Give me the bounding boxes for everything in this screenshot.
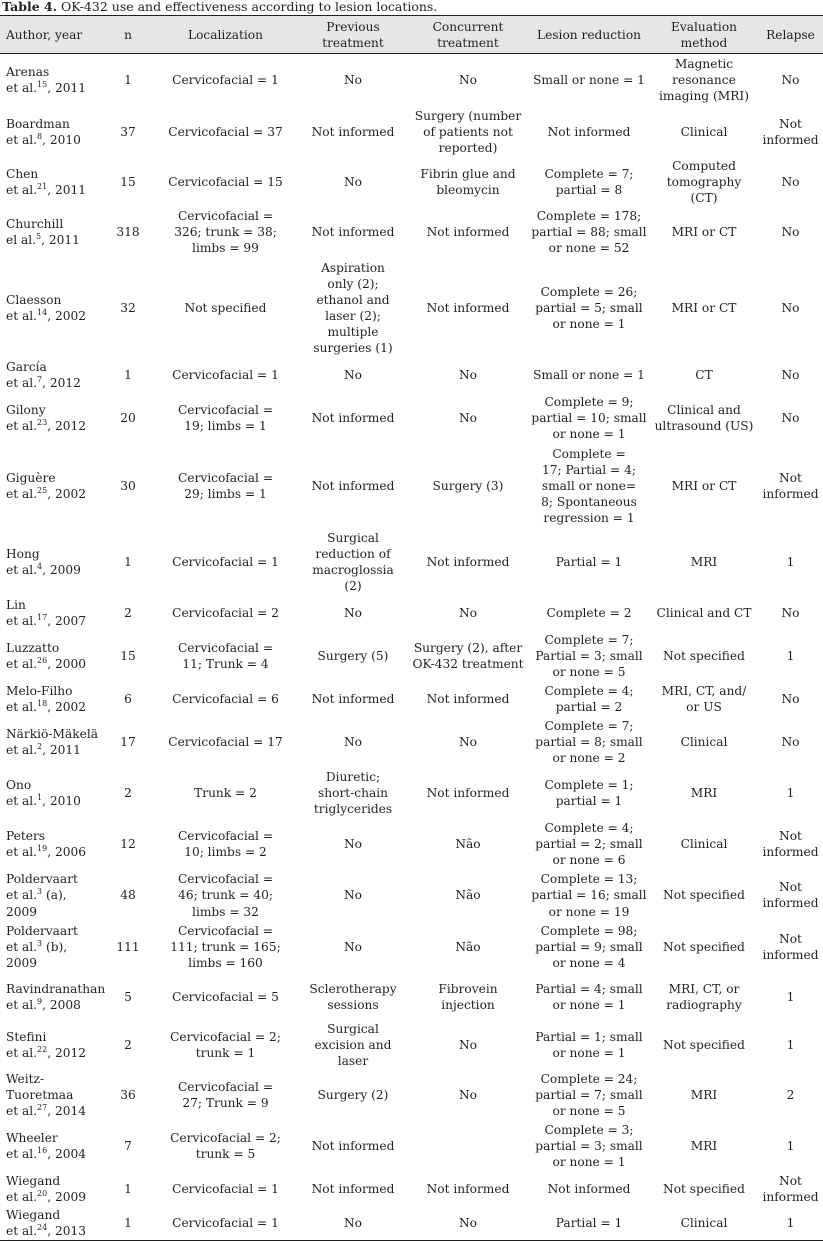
cell-localization: Cervicofacial = 10; limbs = 2 [177, 828, 274, 859]
cell-author [0, 768, 103, 818]
table-row [0, 768, 823, 818]
reference-number: 27 [37, 1102, 48, 1112]
cell-lesion-reduction: Partial = 1 [555, 554, 623, 569]
cell-relapse: 1 [786, 1139, 795, 1154]
publication-year: , 2009 [47, 1190, 86, 1205]
reference-number: 20 [37, 1189, 48, 1199]
publication-year: , 2014 [47, 1103, 86, 1118]
table-row [0, 1120, 823, 1172]
cell-author [0, 716, 103, 768]
reference-number: 18 [37, 698, 48, 708]
header-evaluation-method: Evaluation method [650, 16, 758, 54]
author-name: Luzzatto et al. [6, 640, 60, 671]
cell-localization: Cervicofacial = 46; trunk = 40; limbs = 32 [177, 872, 274, 919]
table-body [0, 54, 823, 1241]
reference-number: 21 [37, 181, 48, 191]
cell-evaluation-method: Not specified [663, 1182, 745, 1197]
cell-n: 17 [120, 734, 136, 749]
cell-n: 1 [124, 72, 132, 87]
author-name: Melo-Filho et al. [6, 683, 73, 714]
cell-n: 1 [103, 1206, 153, 1240]
publication-year: (a), 2009 [6, 888, 67, 919]
cell-author [0, 528, 103, 596]
cell-evaluation-method: MRI or CT [671, 300, 737, 315]
publication-year: , 2002 [47, 486, 86, 501]
reference-number: 7 [37, 374, 43, 384]
cell-previous-treatment: No [343, 367, 362, 382]
cell-author [0, 158, 103, 206]
cell-localization: Cervicofacial = 1 [172, 554, 279, 569]
table-row [0, 973, 823, 1021]
reference-number: 24 [37, 1222, 48, 1232]
cell-localization: Cervicofacial = 111; trunk = 165; limbs = 160 [170, 923, 281, 971]
cell-localization: Cervicofacial = 2; trunk = 5 [170, 1131, 281, 1162]
author-name: Giguère et al. [6, 470, 56, 501]
cell-localization: Cervicofacial = 326; trunk = 38; limbs = 99 [174, 208, 277, 256]
cell-relapse: 2 [786, 1087, 795, 1102]
cell-concurrent-treatment: No [458, 605, 477, 620]
cell-lesion-reduction: Complete = 24; partial = 7; small or none = 5 [535, 1071, 643, 1118]
cell-localization: Cervicofacial = 5 [172, 989, 279, 1004]
reference-number: 5 [36, 231, 42, 241]
cell-localization: Cervicofacial = 1 [172, 72, 279, 87]
cell-previous-treatment: Aspiration only (2); ethanol and laser (2); multiple surgeries (1) [313, 260, 393, 356]
cell-lesion-reduction: Complete = 4; partial = 2; small or none = 6 [535, 820, 643, 868]
cell-relapse: No [781, 300, 800, 315]
cell-lesion-reduction: Partial = 4; small or none = 1 [535, 981, 643, 1012]
cell-author [0, 358, 103, 392]
cell-relapse: Not informed [762, 470, 819, 501]
cell-author [0, 444, 103, 528]
cell-relapse: No [781, 691, 800, 706]
cell-localization: Trunk = 2 [194, 785, 257, 800]
reference-number: 15 [37, 79, 48, 89]
cell-author [0, 682, 103, 716]
header-n: n [103, 16, 153, 54]
header-concurrent-treatment: Concurrent treatment [408, 16, 528, 54]
header-localization: Localization [153, 16, 298, 54]
cell-previous-treatment: No [343, 888, 362, 903]
table-row [0, 54, 823, 106]
cell-n: 318 [116, 224, 140, 239]
table-row [0, 258, 823, 358]
reference-number: 2 [37, 741, 43, 751]
cell-relapse: No [781, 734, 800, 749]
publication-year: , 2011 [41, 232, 80, 247]
cell-localization: Cervicofacial = 37 [168, 124, 283, 139]
cell-evaluation-method: MRI [690, 785, 718, 800]
cell-evaluation-method: Clinical [680, 836, 728, 851]
cell-author [0, 596, 103, 630]
cell-previous-treatment: Not informed [311, 1182, 395, 1197]
cell-lesion-reduction: Partial = 1 [528, 1206, 650, 1240]
cell-evaluation-method: Not specified [663, 888, 745, 903]
cell-relapse: 1 [786, 1038, 795, 1053]
cell-localization: Cervicofacial = 1 [153, 1206, 298, 1240]
cell-lesion-reduction: Complete = 178; partial = 88; small or none = 52 [531, 208, 647, 256]
cell-lesion-reduction: Small or none = 1 [533, 367, 645, 382]
cell-previous-treatment: Diuretic; short-chain triglycerides [313, 769, 393, 817]
cell-evaluation-method: MRI or CT [671, 224, 737, 239]
cell-evaluation-method: Clinical [680, 124, 728, 139]
author-name: Stefini et al. [6, 1030, 47, 1061]
cell-concurrent-treatment: Não [455, 888, 481, 903]
cell-previous-treatment: No [343, 605, 362, 620]
cell-localization: Cervicofacial = 1 [172, 367, 279, 382]
reference-number: 17 [37, 612, 48, 622]
reference-number: 8 [37, 131, 43, 141]
cell-author [0, 630, 103, 682]
cell-evaluation-method: MRI, CT, or radiography [666, 981, 742, 1012]
cell-relapse: No [781, 174, 800, 189]
publication-year: , 2002 [47, 308, 86, 323]
author-name: Weitz- Tuoretmaa et al. [6, 1071, 74, 1118]
cell-lesion-reduction: Complete = 13; partial = 16; small or none = 19 [531, 872, 647, 919]
cell-author [0, 206, 103, 258]
author-name: Poldervaart et al. [6, 923, 78, 954]
cell-author [0, 1021, 103, 1069]
table-caption-label: Table 4. [2, 0, 58, 14]
cell-evaluation-method: MRI [690, 1139, 718, 1154]
cell-previous-treatment: Sclerotherapy sessions [309, 981, 397, 1012]
cell-concurrent-treatment: Not informed [426, 1182, 510, 1197]
cell-previous-treatment: No [343, 734, 362, 749]
cell-concurrent-treatment: Surgery (number of patients not reported) [414, 108, 522, 155]
cell-lesion-reduction: Complete = 17; Partial = 4; small or none= 8; Spontaneous regression = 1 [541, 446, 637, 526]
publication-year: , 2012 [47, 1046, 86, 1061]
publication-year: , 2010 [42, 793, 81, 808]
cell-concurrent-treatment: Not informed [426, 300, 510, 315]
cell-localization: Cervicofacial = 2; trunk = 1 [170, 1030, 281, 1061]
cell-author [0, 1172, 103, 1206]
table-row [0, 818, 823, 870]
cell-lesion-reduction: Complete = 4; partial = 2 [544, 683, 634, 714]
cell-relapse: Not informed [762, 931, 819, 962]
author-name: Hong et al. [6, 546, 40, 577]
cell-localization: Cervicofacial = 11; Trunk = 4 [177, 640, 274, 671]
cell-n: 30 [120, 478, 136, 493]
publication-year: , 2011 [42, 742, 81, 757]
cell-previous-treatment: Not informed [311, 124, 395, 139]
table-row [0, 630, 823, 682]
results-table [0, 15, 823, 1241]
cell-n: 1 [124, 1182, 132, 1197]
cell-concurrent-treatment: Not informed [426, 224, 510, 239]
cell-n: 32 [120, 300, 136, 315]
table-row [0, 1206, 823, 1240]
author-name: García et al. [6, 359, 47, 390]
table-row [0, 358, 823, 392]
cell-previous-treatment: No [343, 174, 362, 189]
cell-n: 20 [120, 410, 136, 425]
publication-year: , 2010 [42, 132, 81, 147]
cell-author [0, 921, 103, 973]
table-row [0, 1172, 823, 1206]
cell-previous-treatment: Surgery (5) [317, 648, 389, 663]
table-caption-text: OK-432 use and effectiveness according to lesion locations. [57, 0, 438, 14]
cell-localization: Not specified [184, 300, 267, 315]
cell-lesion-reduction: Complete = 7; partial = 8; small or none = 2 [535, 718, 643, 766]
table-row [0, 106, 823, 158]
author-name: Wiegand et al. [6, 1174, 61, 1205]
cell-n: 7 [124, 1139, 132, 1154]
cell-n: 36 [120, 1087, 136, 1102]
cell-relapse: No [781, 605, 800, 620]
publication-year: , 2008 [42, 997, 81, 1012]
cell-concurrent-treatment: Não [455, 939, 481, 954]
cell-evaluation-method: Not specified [663, 1038, 745, 1053]
cell-relapse: No [781, 367, 800, 382]
reference-number: 16 [37, 1146, 48, 1156]
cell-lesion-reduction: Complete = 98; partial = 9; small or none = 4 [535, 923, 643, 971]
cell-relapse: No [781, 410, 800, 425]
cell-evaluation-method: Not specified [663, 939, 745, 954]
cell-author [0, 392, 103, 444]
cell-n: 1 [124, 554, 132, 569]
author-name: Närkiö-Mäkelä et al. [6, 726, 99, 757]
cell-localization: Cervicofacial = 19; limbs = 1 [177, 402, 274, 433]
cell-relapse: 1 [786, 554, 795, 569]
cell-concurrent-treatment: No [458, 1087, 477, 1102]
cell-concurrent-treatment: Surgery (3) [432, 478, 504, 493]
cell-lesion-reduction: Complete = 9; partial = 10; small or none = 1 [531, 394, 647, 442]
table-row [0, 921, 823, 973]
cell-previous-treatment: No [298, 1206, 408, 1240]
cell-previous-treatment: Surgical excision and laser [314, 1021, 392, 1069]
author-name: Gilony et al. [6, 402, 46, 433]
cell-n: 1 [124, 367, 132, 382]
cell-evaluation-method: Clinical and ultrasound (US) [654, 402, 754, 433]
cell-localization: Cervicofacial = 17 [168, 734, 283, 749]
publication-year: , 2004 [47, 1147, 86, 1162]
cell-relapse: Not informed [762, 880, 819, 911]
cell-lesion-reduction: Complete = 7; Partial = 3; small or none = 5 [535, 632, 643, 680]
publication-year: , 2011 [47, 182, 86, 197]
cell-localization: Cervicofacial = 2 [172, 605, 279, 620]
cell-concurrent-treatment: No [458, 72, 477, 87]
cell-author [0, 870, 103, 921]
cell-n: 15 [120, 648, 136, 663]
cell-relapse: 1 [758, 1206, 823, 1240]
cell-previous-treatment: Not informed [311, 224, 395, 239]
table-row [0, 1069, 823, 1120]
cell-n: 37 [120, 124, 136, 139]
reference-number: 19 [37, 843, 48, 853]
cell-lesion-reduction: Small or none = 1 [533, 72, 645, 87]
cell-previous-treatment: No [343, 836, 362, 851]
cell-concurrent-treatment: Surgery (2), after OK-432 treatment [412, 640, 524, 671]
cell-author [0, 1120, 103, 1172]
cell-relapse: 1 [786, 648, 795, 663]
cell-lesion-reduction: Complete = 26; partial = 5; small or none = 1 [535, 284, 643, 332]
cell-lesion-reduction: Complete = 1; partial = 1 [544, 777, 634, 808]
cell-n: 2 [124, 1038, 132, 1053]
cell-author [0, 818, 103, 870]
cell-concurrent-treatment: No [458, 1038, 477, 1053]
table-row [0, 1021, 823, 1069]
cell-lesion-reduction: Complete = 3; partial = 3; small or none = 1 [535, 1123, 643, 1170]
cell-n: 12 [120, 836, 136, 851]
cell-relapse: No [781, 224, 800, 239]
cell-concurrent-treatment: Not informed [426, 554, 510, 569]
cell-relapse: Not informed [762, 116, 819, 147]
author-name: Wheeler et al. [6, 1131, 58, 1162]
cell-n: 5 [124, 989, 132, 1004]
cell-evaluation-method: Magnetic resonance imaging (MRI) [659, 56, 749, 103]
cell-previous-treatment: Not informed [311, 410, 395, 425]
cell-previous-treatment: Not informed [311, 1139, 395, 1154]
header-author-year: Author, year [0, 16, 103, 54]
cell-concurrent-treatment: Not informed [426, 691, 510, 706]
cell-n: 15 [120, 174, 136, 189]
cell-localization: Cervicofacial = 1 [172, 1182, 279, 1197]
cell-author [0, 258, 103, 358]
cell-evaluation-method: CT [695, 367, 713, 382]
publication-year: (b), 2009 [6, 939, 68, 971]
author-name: Ravindranathan et al. [6, 981, 106, 1012]
cell-evaluation-method: Computed tomography (CT) [666, 158, 742, 205]
cell-author [0, 973, 106, 1021]
cell-previous-treatment: No [343, 72, 362, 87]
reference-number: 3 [37, 887, 43, 897]
cell-concurrent-treatment: No [458, 734, 477, 749]
publication-year: , 2002 [47, 699, 86, 714]
cell-previous-treatment: Not informed [311, 478, 395, 493]
cell-previous-treatment: Not informed [311, 691, 395, 706]
cell-evaluation-method: MRI, CT, and/ or US [661, 683, 747, 714]
cell-concurrent-treatment: Não [455, 836, 481, 851]
reference-number: 3 [37, 938, 43, 948]
publication-year: , 2007 [47, 613, 86, 628]
table-row [0, 206, 823, 258]
cell-previous-treatment: No [343, 939, 362, 954]
reference-number: 25 [37, 485, 48, 495]
table-row [0, 392, 823, 444]
cell-evaluation-method: MRI or CT [671, 478, 737, 493]
header-previous-treatment: Previous treatment [298, 16, 408, 54]
cell-evaluation-method: Clinical and CT [656, 605, 752, 620]
author-name: Churchill el al. [6, 216, 64, 247]
author-name: Boardman et al. [6, 116, 70, 147]
cell-concurrent-treatment: No [458, 410, 477, 425]
author-name: Arenas et al. [6, 64, 50, 95]
author-name: Lin et al. [6, 597, 38, 628]
cell-concurrent-treatment: No [458, 367, 477, 382]
cell-concurrent-treatment: Not informed [426, 785, 510, 800]
cell-n: 111 [116, 939, 140, 954]
publication-year: , 2013 [47, 1224, 86, 1238]
cell-relapse: No [781, 72, 800, 87]
cell-localization: Cervicofacial = 27; Trunk = 9 [177, 1079, 274, 1110]
cell-localization: Cervicofacial = 6 [172, 691, 279, 706]
cell-relapse: Not informed [762, 1174, 819, 1205]
cell-evaluation-method: Clinical [650, 1206, 758, 1240]
header-relapse: Relapse [758, 16, 823, 54]
cell-lesion-reduction: Partial = 1; small or none = 1 [535, 1030, 643, 1061]
cell-author [0, 1069, 103, 1120]
table-row [0, 444, 823, 528]
cell-relapse: 1 [786, 989, 795, 1004]
table-row [0, 528, 823, 596]
cell-evaluation-method: MRI [690, 1087, 718, 1102]
cell-previous-treatment: Surgical reduction of macroglossia (2) [312, 530, 394, 594]
reference-number: 9 [37, 996, 43, 1006]
cell-author [0, 54, 103, 106]
cell-localization: Cervicofacial = 29; limbs = 1 [177, 470, 274, 501]
cell-localization: Cervicofacial = 15 [168, 174, 283, 189]
table-row [0, 158, 823, 206]
cell-author [0, 1206, 103, 1240]
cell-evaluation-method: Not specified [663, 648, 745, 663]
cell-relapse: 1 [786, 785, 795, 800]
table-row [0, 870, 823, 921]
cell-author [0, 106, 103, 158]
cell-n: 48 [120, 888, 136, 903]
cell-evaluation-method: Clinical [680, 734, 728, 749]
cell-n: 6 [124, 691, 132, 706]
table-header-row [0, 16, 823, 54]
reference-number: 26 [37, 655, 48, 665]
author-name: Chen et al. [6, 166, 39, 197]
cell-evaluation-method: MRI [690, 554, 718, 569]
publication-year: , 2011 [47, 80, 86, 95]
reference-number: 1 [37, 792, 43, 802]
table-caption [2, 0, 437, 14]
cell-lesion-reduction: Complete = 7; partial = 8 [544, 166, 634, 197]
cell-n: 2 [124, 605, 132, 620]
cell-lesion-reduction: Not informed [547, 124, 631, 139]
author-name: Poldervaart et al. [6, 872, 78, 903]
cell-previous-treatment: Surgery (2) [317, 1087, 389, 1102]
reference-number: 14 [37, 307, 48, 317]
author-name: Claesson et al. [6, 292, 62, 323]
table-row [0, 596, 823, 630]
publication-year: , 2012 [42, 375, 81, 390]
cell-concurrent-treatment [408, 1120, 528, 1172]
cell-concurrent-treatment: No [408, 1206, 528, 1240]
publication-year: , 2000 [47, 656, 86, 671]
publication-year: , 2009 [42, 562, 81, 577]
header-lesion-reduction: Lesion reduction [528, 16, 650, 54]
cell-n: 2 [124, 785, 132, 800]
reference-number: 23 [37, 417, 48, 427]
cell-relapse: Not informed [762, 828, 819, 859]
table-row [0, 682, 823, 716]
cell-lesion-reduction: Not informed [547, 1182, 631, 1197]
cell-concurrent-treatment: Fibrin glue and bleomycin [420, 166, 516, 197]
author-name: Wiegand et al. [6, 1207, 61, 1238]
author-name: Peters et al. [6, 828, 46, 859]
cell-concurrent-treatment: Fibrovein injection [438, 981, 498, 1012]
reference-number: 22 [37, 1045, 48, 1055]
reference-number: 4 [37, 561, 43, 571]
cell-lesion-reduction: Complete = 2 [546, 605, 632, 620]
publication-year: , 2006 [47, 844, 86, 859]
table-row [0, 716, 823, 768]
publication-year: , 2012 [47, 418, 86, 433]
author-name: Ono et al. [6, 777, 38, 808]
